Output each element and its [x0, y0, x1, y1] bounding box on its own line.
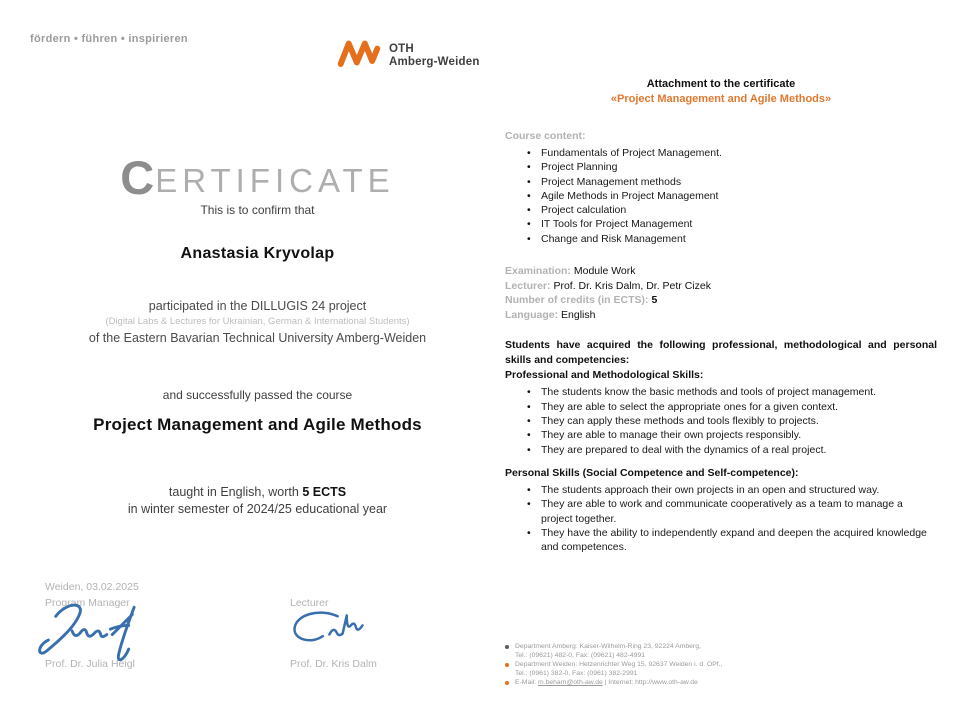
certificate-title — [30, 150, 485, 205]
course-content-item: • Fundamentals of Project Management. — [541, 146, 937, 160]
signature-julia-heigl — [32, 598, 187, 667]
attachment-subtitle: «Project Management and Agile Methods» — [610, 93, 832, 105]
attachment-title: Attachment to the certificate — [646, 78, 796, 90]
passed-line: and successfully passed the course — [162, 388, 353, 402]
contact-footer — [505, 643, 835, 689]
course-content-item: • Project calculation — [541, 203, 937, 217]
course-content-item: • Project Planning — [541, 160, 937, 174]
semester-line: in winter semester of 2024/25 educational year — [127, 502, 388, 516]
email-label: E-Mail: — [515, 679, 539, 687]
course-content-item: • Agile Methods in Project Management — [541, 189, 937, 203]
oth-logo-text — [389, 43, 480, 69]
professional-skill-item: • They can apply these methods and tools flexibly to projects. — [541, 414, 937, 428]
bullet-icon — [505, 681, 509, 685]
field-label: Examination: — [505, 265, 574, 278]
oth-logo — [337, 38, 480, 73]
certificate-title-initial: C — [120, 151, 156, 204]
internet-label: | Internet: — [602, 679, 636, 687]
dept-weiden-line1: Department Weiden: Hetzenrichter Weg 15, 92637 Weiden i. d. OPf., — [515, 661, 723, 669]
professional-skill-item: • The students know the basic methods and tools of project management. — [541, 385, 937, 399]
oth-logo-line1: OTH — [389, 42, 414, 55]
signatory-name-1: Prof. Dr. Julia Heigl — [45, 658, 135, 670]
email-link[interactable]: m.beham@oth-aw.de — [538, 679, 603, 687]
oth-logo-line2: Amberg-Weiden — [389, 55, 480, 68]
field-label: Number of credits (in ECTS): — [505, 294, 652, 307]
exam-field-row — [505, 264, 937, 279]
field-label: Lecturer: — [505, 279, 554, 292]
professional-skill-item: • They are able to select the appropriate ones for a given context. — [541, 400, 937, 414]
place-date: Weiden, 03.02.2025 — [45, 581, 139, 593]
course-content-list — [505, 146, 937, 246]
signatory-role-1: Program Manager — [45, 597, 130, 609]
taught-block — [30, 484, 485, 518]
course-content-item: • Project Management methods — [541, 175, 937, 189]
personal-skill-item: • They are able to work and communicate cooperatively as a team to manage a project together. — [541, 497, 937, 526]
exam-field-row — [505, 279, 937, 294]
signatory-role-2: Lecturer — [290, 597, 329, 609]
exam-field-row — [505, 293, 937, 308]
course-content-item: • Change and Risk Management — [541, 232, 937, 246]
bullet-icon — [505, 645, 509, 649]
course-content-label: Course content: — [505, 130, 586, 142]
field-value: 5 — [651, 294, 658, 307]
professional-skills-list — [505, 385, 937, 456]
website-url: http://www.oth-aw.de — [635, 679, 698, 687]
bullet-icon — [505, 663, 509, 667]
professional-skill-item: • They are able to manage their own projects responsibly. — [541, 428, 937, 442]
attachment-column — [505, 78, 937, 554]
field-value: Prof. Dr. Kris Dalm, Dr. Petr Cizek — [553, 279, 711, 292]
dept-amberg-line1: Department Amberg: Kaiser-Wilhelm-Ring 23, 92224 Amberg, — [515, 643, 701, 650]
course-title: Project Management and Agile Methods — [93, 415, 422, 434]
taught-prefix: taught in English, worth — [168, 485, 303, 499]
participation-block — [30, 298, 485, 346]
field-value: Module Work — [573, 265, 636, 278]
footer-dept-amberg — [505, 643, 835, 660]
participation-line2: (Digital Labs & Lectures for Ukrainian, German & International Students) — [105, 316, 410, 327]
confirm-line: This is to confirm that — [200, 203, 315, 217]
dept-weiden-line2: Tel.: (0961) 382-0, Fax: (0961) 382-2991 — [515, 669, 638, 677]
field-value: English — [561, 308, 596, 321]
field-label: Language: — [505, 308, 562, 321]
footer-contact-line — [505, 679, 835, 688]
certificate-title-rest: ERTIFICATE — [155, 162, 395, 199]
signature-kris-dalm — [286, 608, 386, 661]
exam-field-row — [505, 308, 937, 323]
course-content-item: • IT Tools for Project Management — [541, 217, 937, 231]
exam-fields — [505, 264, 937, 322]
participation-line3: of the Eastern Bavarian Technical University Amberg-Weiden — [88, 331, 427, 345]
personal-skills-list — [505, 483, 937, 554]
signatory-name-2: Prof. Dr. Kris Dalm — [290, 658, 377, 670]
motto-tagline: fördern • führen • inspirieren — [30, 33, 188, 45]
professional-skill-item: • They are prepared to deal with the dynamics of a real project. — [541, 443, 937, 457]
personal-skill-item: • They have the ability to independently expand and deepen the acquired knowledge and competences. — [541, 526, 937, 555]
footer-dept-weiden — [505, 661, 835, 678]
personal-skill-item: • The students approach their own projects in an open and structured way. — [541, 483, 937, 497]
student-name: Anastasia Kryvolap — [180, 245, 335, 262]
dept-amberg-line2: Tel.: (09621) 482-0, Fax: (09621) 482-4991 — [515, 651, 645, 659]
personal-skills-label: Personal Skills (Social Competence and Self-competence): — [505, 466, 799, 479]
ects-value: 5 ECTS — [302, 485, 347, 499]
oth-logo-icon — [337, 38, 381, 73]
professional-skills-label: Professional and Methodological Skills: — [505, 369, 704, 382]
participation-line1: participated in the DILLUGIS 24 project — [148, 299, 367, 313]
skills-intro: Students have acquired the following professional, methodological and personal skills and competencies: — [505, 339, 937, 367]
